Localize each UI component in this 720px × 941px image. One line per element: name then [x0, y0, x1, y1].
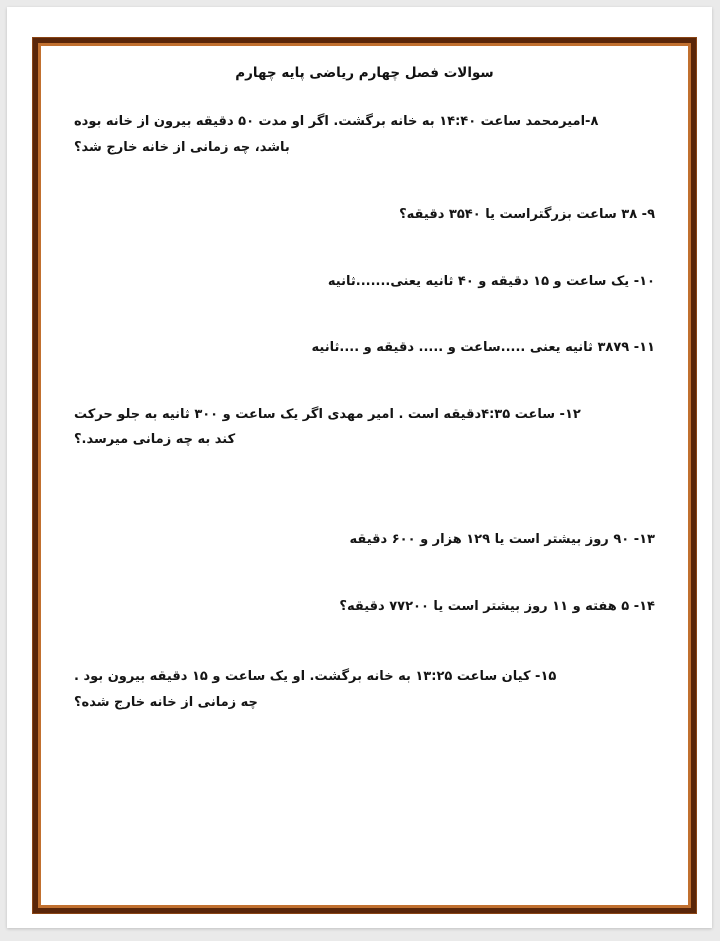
question-item-11 [74, 335, 655, 360]
question-13-line-1: ۱۳- ۹۰ روز بیشتر است یا ۱۲۹ هزار و ۶۰۰ دقیقه [349, 531, 655, 547]
question-12-line-2: کند به چه زمانی میرسد.؟ [74, 432, 236, 448]
question-list [74, 109, 655, 715]
document-content [52, 47, 677, 902]
question-10-line-1: ۱۰- یک ساعت و ۱۵ دقیقه و ۴۰ ثانیه یعنی.......ثانیه [327, 274, 655, 290]
page-title: سوالات فصل چهارم ریاضی پایه چهارم [235, 65, 494, 81]
question-14-line-1: ۱۴- ۵ هفته و ۱۱ روز بیشتر است یا ۷۷۲۰۰ دقیقه؟ [339, 599, 655, 614]
question-item-14 [74, 594, 655, 619]
question-item-15 [74, 664, 655, 715]
question-item-13 [74, 527, 655, 552]
question-12-line-1: ۱۲- ساعت ۴:۳۵دقیقه است . امیر مهدی اگر یک ساعت و ۳۰۰ ثانیه به جلو حرکت [74, 406, 581, 422]
question-15-line-2: چه زمانی از خانه خارج شده؟ [74, 694, 258, 710]
document-page [7, 7, 712, 928]
question-item-12 [74, 402, 655, 453]
question-8-line-1: ۸-امیرمحمد ساعت ۱۴:۴۰ به خانه برگشت. اگر او مدت ۵۰ دقیقه بیرون از خانه بوده [74, 114, 599, 130]
question-item-10 [74, 269, 655, 294]
question-15-line-1: ۱۵- کیان ساعت ۱۳:۲۵ به خانه برگشت. او یک ساعت و ۱۵ دقیقه بیرون بود . [74, 669, 557, 685]
question-11-line-1: ۱۱- ۳۸۷۹ ثانیه یعنی .....ساعت و ..... دقیقه و ....ثانیه [311, 339, 655, 355]
question-9-line-1: ۹- ۳۸ ساعت بزرگتراست یا ۳۵۴۰ دقیقه؟ [399, 206, 655, 222]
question-item-8 [74, 109, 655, 160]
question-8-line-2: باشد، چه زمانی از خانه خارج شد؟ [74, 139, 290, 155]
question-item-9 [74, 202, 655, 227]
